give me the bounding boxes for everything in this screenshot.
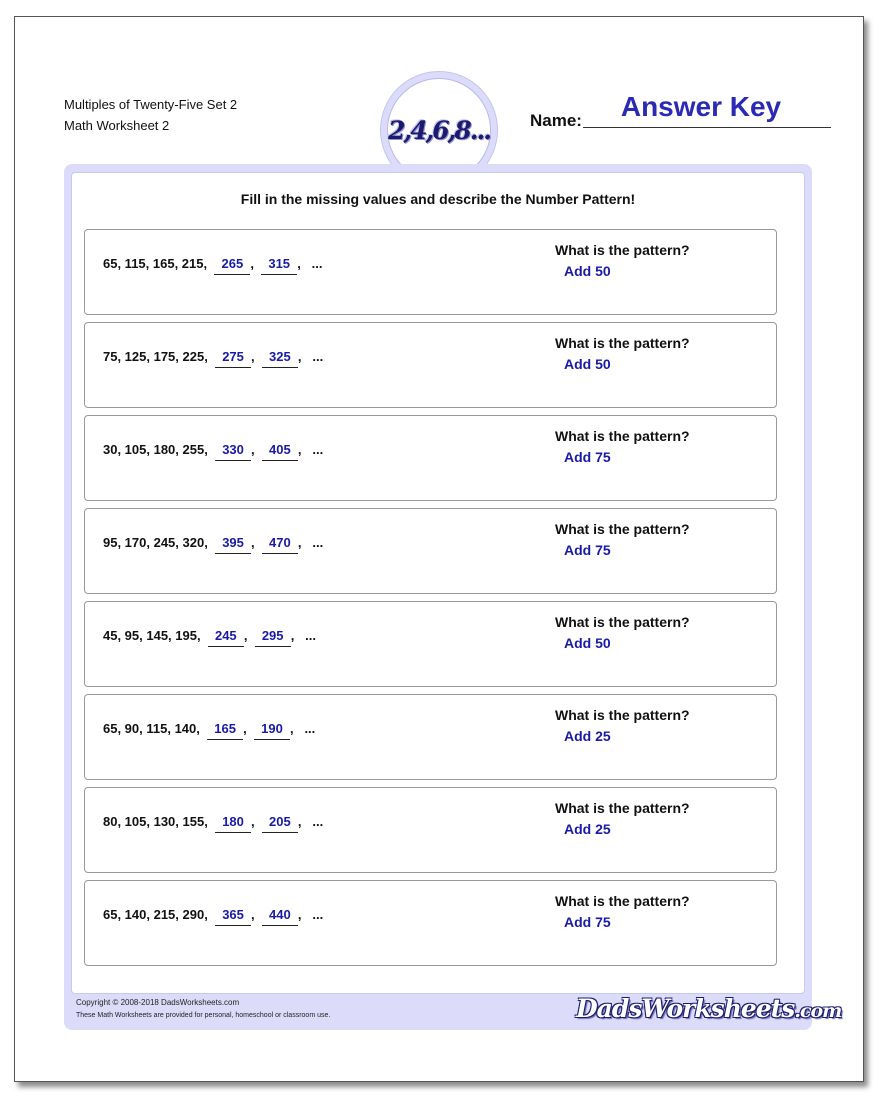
given-numbers: 65, 90, 115, 140, xyxy=(103,721,200,736)
brand-logo xyxy=(576,994,841,1023)
copyright-text: Copyright © 2008-2018 DadsWorksheets.com xyxy=(76,998,240,1007)
name-label: Name: xyxy=(530,111,582,130)
worksheet-subtitle: Math Worksheet 2 xyxy=(64,118,170,133)
comma: , xyxy=(297,256,301,271)
answer-blank-1: 245 xyxy=(208,628,244,647)
given-numbers: 80, 105, 130, 155, xyxy=(103,814,208,829)
comma: , xyxy=(251,349,255,364)
pattern-answer: Add 75 xyxy=(564,449,611,465)
pattern-answer: Add 25 xyxy=(564,728,611,744)
comma: , xyxy=(251,442,255,457)
number-sequence xyxy=(103,349,323,368)
comma: , xyxy=(251,907,255,922)
pattern-question: What is the pattern? xyxy=(555,335,690,351)
answer-blank-2: 470 xyxy=(262,535,298,554)
given-numbers: 45, 95, 145, 195, xyxy=(103,628,201,643)
answer-blank-1: 265 xyxy=(214,256,250,275)
ellipsis: ... xyxy=(305,628,316,643)
ellipsis: ... xyxy=(312,814,324,829)
usage-text: These Math Worksheets are provided for personal, homeschool or classroom use. xyxy=(76,1012,331,1019)
pattern-answer: Add 75 xyxy=(564,542,611,558)
answer-blank-2: 205 xyxy=(262,814,298,833)
problem-box xyxy=(84,601,777,687)
worksheet-title: Multiples of Twenty-Five Set 2 xyxy=(64,97,238,112)
ellipsis: ... xyxy=(304,721,316,736)
answer-blank-1: 330 xyxy=(215,442,251,461)
logo-text: 2,4,6,8... xyxy=(388,115,490,145)
number-sequence xyxy=(103,535,323,554)
pattern-question: What is the pattern? xyxy=(555,800,690,816)
number-sequence xyxy=(103,721,315,740)
answer-blank-2: 295 xyxy=(255,628,291,647)
given-numbers: 65, 115, 165, 215, xyxy=(103,256,208,271)
pattern-answer: Add 50 xyxy=(564,356,611,372)
pattern-question: What is the pattern? xyxy=(555,614,690,630)
answer-blank-1: 395 xyxy=(215,535,251,554)
answer-blank-1: 365 xyxy=(215,907,251,926)
given-numbers: 75, 125, 175, 225, xyxy=(103,349,208,364)
number-sequence xyxy=(103,814,323,833)
problem-box xyxy=(84,694,777,780)
pattern-answer: Add 50 xyxy=(564,635,611,651)
ellipsis: ... xyxy=(312,535,324,550)
brand-logo-suffix: .com xyxy=(794,1000,842,1022)
pattern-answer: Add 25 xyxy=(564,821,611,837)
pattern-question: What is the pattern? xyxy=(555,428,690,444)
ellipsis: ... xyxy=(312,442,324,457)
instructions: Fill in the missing values and describe the Number Pattern! xyxy=(240,191,636,207)
comma: , xyxy=(289,721,294,736)
comma: , xyxy=(243,721,247,736)
problem-box xyxy=(84,229,777,315)
answer-blank-1: 165 xyxy=(207,721,243,740)
problem-box xyxy=(84,415,777,501)
comma: , xyxy=(297,535,302,550)
comma: , xyxy=(251,814,255,829)
name-underline xyxy=(583,127,831,128)
answer-key-heading: Answer Key xyxy=(620,91,782,122)
answer-blank-2: 405 xyxy=(262,442,298,461)
given-numbers: 65, 140, 215, 290, xyxy=(103,907,208,922)
pattern-question: What is the pattern? xyxy=(555,521,690,537)
problem-box xyxy=(84,787,777,873)
comma: , xyxy=(243,628,248,643)
number-sequence xyxy=(103,256,323,275)
given-numbers: 30, 105, 180, 255, xyxy=(103,442,208,457)
comma: , xyxy=(250,256,254,271)
pattern-question: What is the pattern? xyxy=(555,707,690,723)
comma: , xyxy=(251,535,255,550)
comma: , xyxy=(297,907,302,922)
answer-blank-2: 315 xyxy=(261,256,297,275)
number-sequence xyxy=(103,907,323,926)
answer-blank-2: 440 xyxy=(262,907,298,926)
problem-box xyxy=(84,880,777,966)
comma: , xyxy=(297,442,302,457)
comma: , xyxy=(297,349,302,364)
ellipsis: ... xyxy=(311,256,323,271)
answer-blank-2: 190 xyxy=(254,721,290,740)
pattern-answer: Add 75 xyxy=(564,914,611,930)
brand-logo-main: DadsWorksheets xyxy=(576,994,795,1023)
pattern-question: What is the pattern? xyxy=(555,242,690,258)
number-sequence xyxy=(103,442,323,461)
answer-blank-1: 180 xyxy=(215,814,251,833)
problem-box xyxy=(84,508,777,594)
comma: , xyxy=(290,628,295,643)
given-numbers: 95, 170, 245, 320, xyxy=(103,535,208,550)
pattern-question: What is the pattern? xyxy=(555,893,690,909)
comma: , xyxy=(297,814,302,829)
answer-blank-2: 325 xyxy=(262,349,298,368)
number-sequence xyxy=(103,628,316,647)
ellipsis: ... xyxy=(312,907,324,922)
answer-blank-1: 275 xyxy=(215,349,251,368)
pattern-answer: Add 50 xyxy=(564,263,611,279)
problem-box xyxy=(84,322,777,408)
ellipsis: ... xyxy=(312,349,324,364)
